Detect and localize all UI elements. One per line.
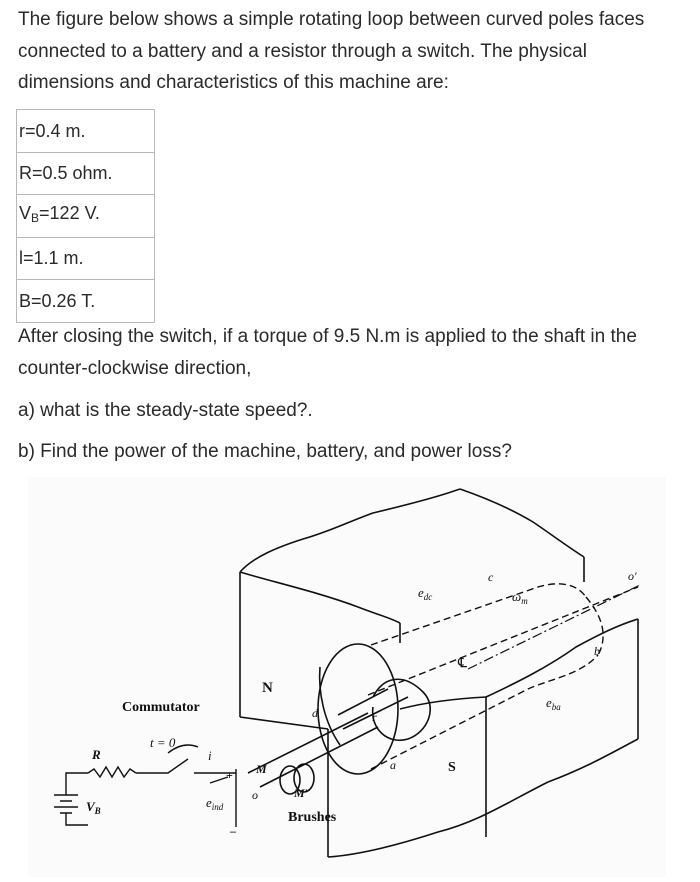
point-m-label: M — [256, 762, 267, 776]
rotor-loop — [368, 584, 638, 769]
intro-paragraph: The figure below shows a simple rotating loop between curved poles faces connected to a battery and a resistor through a switch. The physical dimensions and characteristics of this machine are: — [18, 9, 645, 93]
point-b-label: b — [594, 644, 600, 658]
param-resistance: R=0.5 ohm. — [17, 152, 155, 195]
pole-s-label: S — [448, 760, 456, 775]
switch-label: t = 0 — [150, 735, 176, 750]
current-label: i — [208, 748, 212, 763]
resistor-symbol — [88, 767, 136, 777]
centerline-label: ℄ — [458, 656, 467, 671]
north-pole-top-edge — [240, 489, 460, 572]
battery-label: $V_B$ — [86, 799, 101, 816]
point-d-label: d — [312, 706, 318, 720]
machine-diagram — [28, 477, 666, 877]
table-row — [17, 110, 155, 153]
pole-face-curve — [318, 644, 398, 774]
param-voltage: $V_B=122$ V. — [17, 195, 155, 238]
loop-top-conductor — [371, 584, 586, 645]
wire-battery-bottom — [66, 813, 88, 825]
resistor-label: R — [92, 747, 101, 762]
pole-outlines — [240, 489, 638, 857]
emf-label: $e_{ind}$ — [206, 795, 224, 812]
switch-blade — [136, 759, 188, 773]
parameters-table — [16, 109, 155, 323]
south-pole-lower-right — [548, 739, 638, 782]
table-row — [17, 237, 155, 280]
eba-label: $e_{ba}$ — [546, 695, 561, 712]
table-row — [17, 280, 155, 323]
table-row — [17, 195, 155, 238]
machine-figure — [28, 477, 666, 877]
south-pole-bottom-edge — [328, 782, 548, 857]
edc-label: $e_{dc}$ — [418, 585, 433, 602]
omega-label: $\omega_m$ — [512, 589, 528, 606]
question-part-a: a) what is the steady-state speed?. — [18, 400, 313, 421]
commutator-assembly — [248, 679, 430, 794]
point-c-label: c — [488, 570, 494, 584]
brushes-label: Brushes — [288, 810, 337, 825]
point-o-label: o — [252, 788, 258, 802]
south-pole-curve — [400, 697, 486, 709]
commutator-label: Commutator — [122, 700, 200, 715]
shaft-axis — [368, 587, 638, 695]
minus-label: – — [230, 824, 236, 838]
param-field: B=0.26 T. — [17, 280, 155, 323]
south-pole-top-edge — [486, 619, 638, 697]
question-part-b: b) Find the power of the machine, battery, and power loss? — [18, 441, 512, 462]
param-radius: r=0.4 m. — [17, 110, 155, 153]
brush-arm-lower — [260, 727, 378, 787]
loop-bottom-conductor — [371, 655, 598, 769]
wire-left — [66, 773, 88, 795]
pole-n-label: N — [262, 680, 273, 696]
battery-symbol — [54, 795, 78, 813]
radius-label: r — [372, 710, 377, 724]
axis-line — [468, 585, 640, 669]
north-pole-bottom-edge — [240, 572, 400, 623]
north-pole-right-edge — [460, 489, 584, 557]
point-m-prime-label: M′ — [294, 786, 309, 800]
point-o-prime-label: o′ — [628, 569, 637, 583]
plus-label: + — [226, 768, 233, 782]
question-setup: After closing the switch, if a torque of 9.5 N.m is applied to the shaft in the counter-clockwise direction, — [18, 326, 637, 379]
point-a-label: a — [390, 758, 396, 772]
param-length: l=1.1 m. — [17, 237, 155, 280]
table-row — [17, 152, 155, 195]
